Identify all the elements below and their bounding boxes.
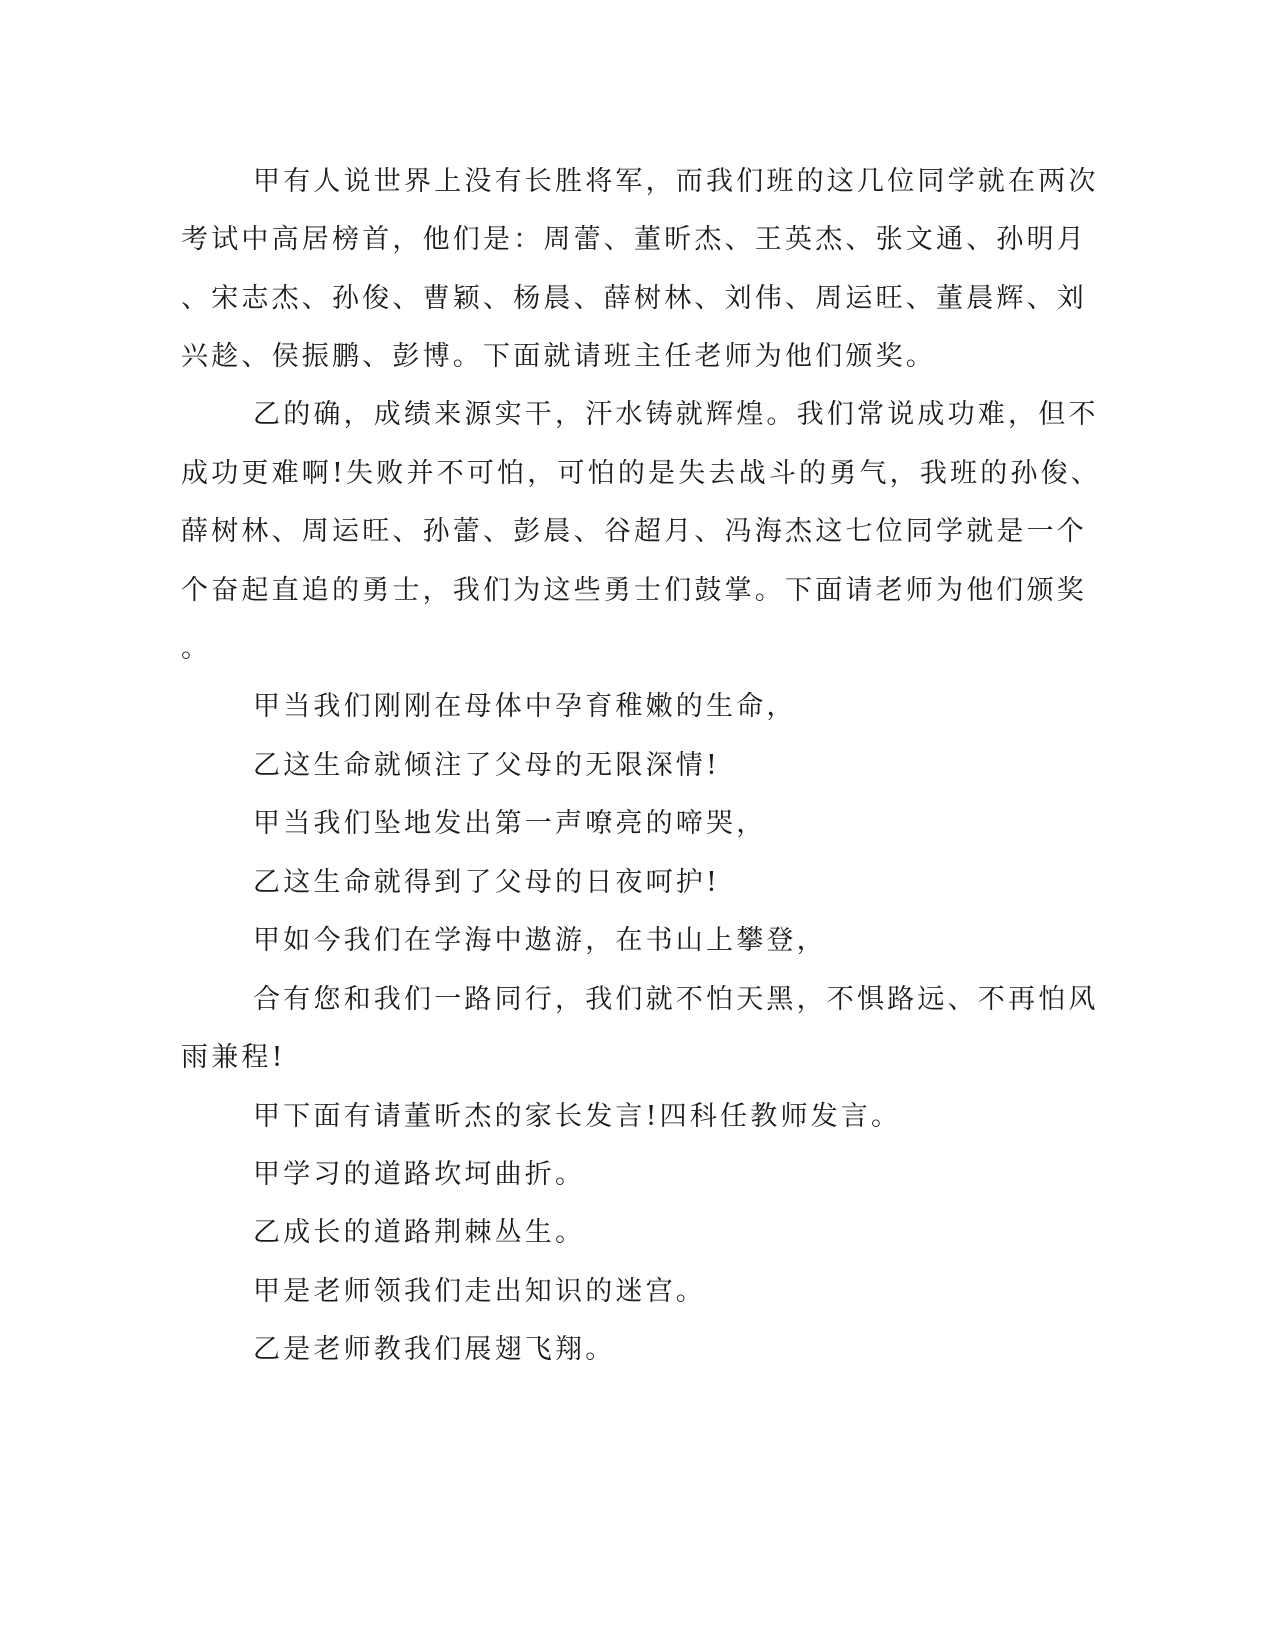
paragraph-line: 甲当我们坠地发出第一声嘹亮的啼哭， [253,808,767,839]
paragraph-line: 甲有人说世界上没有长胜将军，而我们班的这几位同学就在两次 [253,166,1099,197]
paragraph-line: 合有您和我们一路同行，我们就不怕天黑，不惧路远、不再怕风 [253,984,1099,1015]
paragraph-line: 乙成长的道路荆棘丛生。 [253,1217,586,1248]
paragraph-line: 甲如今我们在学海中遨游，在书山上攀登， [253,925,827,956]
paragraph-line: 成功更难啊!失败并不可怕，可怕的是失去战斗的勇气，我班的孙俊、 [181,458,1102,489]
paragraph-line: 甲下面有请董昕杰的家长发言!四科任教师发言。 [253,1101,902,1132]
paragraph-line: 兴趁、侯振鹏、彭博。下面就请班主任老师为他们颁奖。 [181,341,936,372]
paragraph-line: 。 [181,633,212,664]
paragraph-line: 个奋起直追的勇士，我们为这些勇士们鼓掌。下面请老师为他们颁奖 [181,575,1087,606]
paragraph-line: 甲学习的道路坎坷曲折。 [253,1159,586,1190]
paragraph-line: 乙这生命就倾注了父母的无限深情! [253,750,721,781]
paragraph-line: 乙是老师教我们展翅飞翔。 [253,1334,616,1365]
paragraph-line: 、宋志杰、孙俊、曹颖、杨晨、薛树林、刘伟、周运旺、董晨辉、刘 [181,283,1087,314]
paragraph-line: 甲是老师领我们走出知识的迷宫。 [253,1276,706,1307]
paragraph-line: 乙的确，成绩来源实干，汗水铸就辉煌。我们常说成功难，但不 [253,399,1099,430]
paragraph-line: 乙这生命就得到了父母的日夜呵护! [253,867,721,898]
paragraph-line: 雨兼程! [181,1042,286,1073]
paragraph-line: 考试中高居榜首，他们是：周蕾、董昕杰、王英杰、张文通、孙明月 [181,224,1087,255]
paragraph-line: 甲当我们刚刚在母体中孕育稚嫩的生命， [253,691,797,722]
paragraph-line: 薛树林、周运旺、孙蕾、彭晨、谷超月、冯海杰这七位同学就是一个 [181,516,1087,547]
